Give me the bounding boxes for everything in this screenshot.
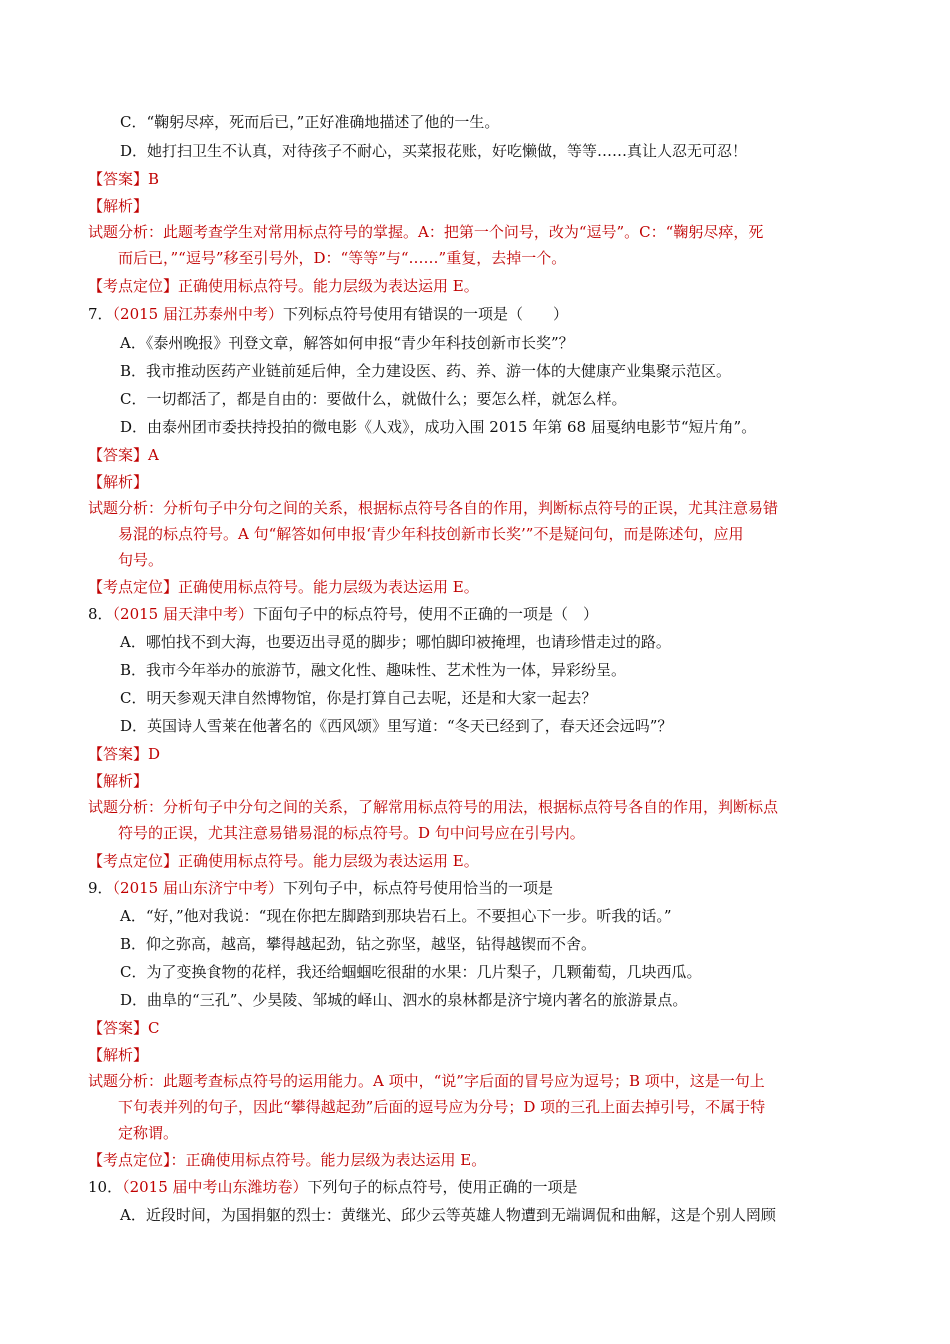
analysis-line: 而后已，”“逗号”移至引号外，D：“等等”与“……”重复，去掉一个。 [118, 249, 567, 267]
question-text: 下列句子的标点符号，使用正确的一项是 [307, 1178, 578, 1196]
question-line [88, 604, 598, 624]
label-line: 【答案】C [88, 1019, 160, 1037]
label-line: 【考点定位】正确使用标点符号。能力层级为表达运用 E。 [88, 277, 479, 295]
question-number: 9． [88, 879, 113, 897]
option-line: A．近段时间，为国捐躯的烈士：黄继光、邱少云等英雄人物遭到无端调侃和曲解，这是个别人罔顾 [120, 1206, 776, 1224]
option-line: A．哪怕找不到大海，也要迈出寻觅的脚步；哪怕脚印被掩埋，也请珍惜走过的路。 [120, 633, 671, 651]
option-line: D．由泰州团市委扶持投拍的微电影《人戏》，成功入围 2015 年第 68 届戛纳电影节“短片角”。 [120, 418, 757, 436]
question-number: 8． [88, 605, 113, 623]
analysis-line: 试题分析：此题考查学生对常用标点符号的掌握。A：把第一个问号，改为“逗号”。C：“鞠躬尽瘁，死 [88, 223, 764, 241]
option-line: C．明天参观天津自然博物馆，你是打算自己去呢，还是和大家一起去？ [120, 689, 597, 707]
question-text: 下列句子中，标点符号使用恰当的一项是 [283, 879, 554, 897]
question-source: （2015 届中考山东潍坊卷） [122, 1178, 308, 1196]
question-number: 10． [88, 1178, 123, 1196]
label-line: 【答案】B [88, 170, 160, 188]
question-line [88, 1177, 578, 1197]
option-line: D．曲阜的“三孔”、少昊陵、邹城的峄山、泗水的泉林都是济宁境内著名的旅游景点。 [120, 991, 688, 1009]
label-line: 【解析】 [88, 473, 149, 491]
analysis-line: 试题分析：分析句子中分句之间的关系，根据标点符号各自的作用，判断标点符号的正误，尤其注意易错 [88, 499, 779, 517]
option-line: D．英国诗人雪莱在他著名的《西风颂》里写道：“冬天已经到了，春天还会远吗”？ [120, 717, 673, 735]
label-line: 【答案】A [88, 446, 159, 464]
analysis-line: 易混的标点符号。A 句“解答如何申报‘青少年科技创新市长奖’”不是疑问句，而是陈述句，应用 [118, 525, 744, 543]
analysis-line: 句号。 [118, 551, 164, 569]
option-line: B．仰之弥高，越高，攀得越起劲，钻之弥坚，越坚，钻得越锲而不舍。 [120, 935, 597, 953]
label-line: 【解析】 [88, 772, 149, 790]
label-line: 【解析】 [88, 197, 149, 215]
analysis-line: 下句表并列的句子，因此“攀得越起劲”后面的逗号应为分号；D 项的三孔上面去掉引号，不属于特 [118, 1098, 766, 1116]
question-source: （2015 届江苏泰州中考） [112, 305, 283, 323]
question-line [88, 304, 568, 324]
question-text: 下面句子中的标点符号，使用不正确的一项是（ ） [253, 605, 599, 623]
analysis-line: 试题分析：此题考查标点符号的运用能力。A 项中，“说”字后面的冒号应为逗号；B 项中，这是一句上 [88, 1072, 765, 1090]
analysis-line: 定称谓。 [118, 1124, 179, 1142]
analysis-line: 试题分析：分析句子中分句之间的关系，了解常用标点符号的用法，根据标点符号各自的作用，判断标点 [88, 798, 779, 816]
label-line: 【解析】 [88, 1046, 149, 1064]
question-line [88, 878, 553, 898]
option-line: A．“好，”他对我说：“现在你把左脚踏到那块岩石上。不要担心下一步。听我的话。” [120, 907, 672, 925]
option-line: B．我市推动医药产业链前延后伸，全力建设医、药、养、游一体的大健康产业集聚示范区。 [120, 362, 732, 380]
question-source: （2015 届山东济宁中考） [112, 879, 283, 897]
label-line: 【考点定位】：正确使用标点符号。能力层级为表达运用 E。 [88, 1151, 487, 1169]
label-line: 【考点定位】正确使用标点符号。能力层级为表达运用 E。 [88, 852, 479, 870]
option-line: D．她打扫卫生不认真，对待孩子不耐心，买菜报花账，好吃懒做，等等……真让人忍无可忍！ [120, 142, 748, 160]
option-line: C．为了变换食物的花样，我还给蝈蝈吃很甜的水果：几片梨子，几颗葡萄，几块西瓜。 [120, 963, 702, 981]
option-line: C．“鞠躬尽瘁，死而后已，”正好准确地描述了他的一生。 [120, 113, 500, 131]
question-source: （2015 届天津中考） [112, 605, 253, 623]
question-number: 7． [88, 305, 113, 323]
option-line: A．《泰州晚报》刊登文章，解答如何申报“青少年科技创新市长奖”？ [120, 334, 574, 352]
option-line: C．一切都活了，都是自由的：要做什么，就做什么；要怎么样，就怎么样。 [120, 390, 627, 408]
question-text: 下列标点符号使用有错误的一项是（ ） [283, 305, 569, 323]
option-line: B．我市今年举办的旅游节，融文化性、趣味性、艺术性为一体，异彩纷呈。 [120, 661, 627, 679]
label-line: 【答案】D [88, 745, 161, 763]
label-line: 【考点定位】正确使用标点符号。能力层级为表达运用 E。 [88, 578, 479, 596]
analysis-line: 符号的正误，尤其注意易错易混的标点符号。D 句中问号应在引号内。 [118, 824, 585, 842]
